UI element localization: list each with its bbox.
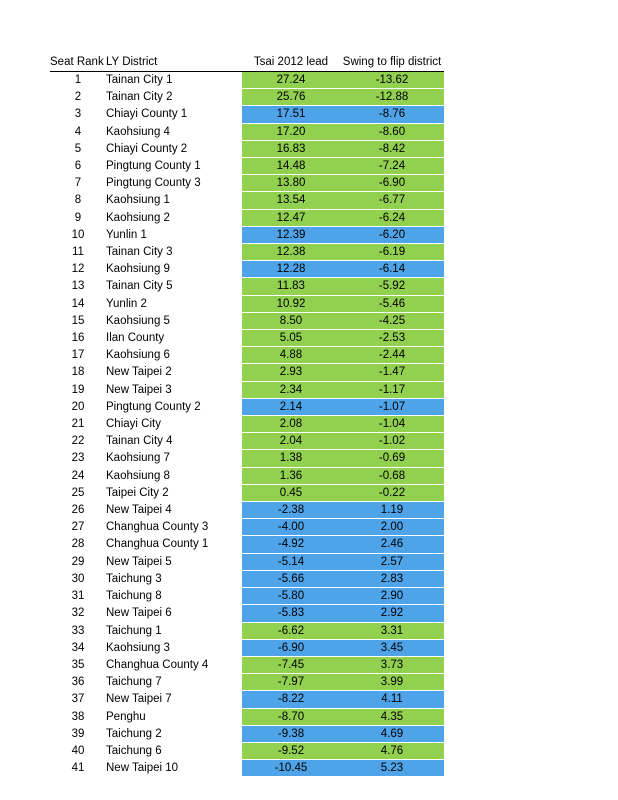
tsai-lead-cell: 12.47 [242, 209, 340, 226]
district-cell: Penghu [106, 710, 146, 723]
table-row [50, 570, 444, 587]
table-row [50, 553, 444, 570]
table-row [50, 209, 444, 226]
table-row [50, 691, 444, 708]
seat-rank-cell: 2 [74, 91, 82, 104]
swing-cell: -1.07 [340, 398, 444, 415]
table-row [50, 72, 444, 89]
tsai-lead-cell: 0.45 [242, 484, 340, 501]
table-row [50, 106, 444, 123]
tsai-lead-cell: 12.28 [242, 261, 340, 278]
table-row [50, 89, 444, 106]
tsai-lead-cell: -4.00 [242, 519, 340, 536]
tsai-lead-cell: -5.83 [242, 605, 340, 622]
table-row [50, 484, 444, 501]
swing-cell: 4.11 [340, 691, 444, 708]
swing-cell: 2.90 [340, 588, 444, 605]
tsai-lead-cell: 12.38 [242, 244, 340, 261]
seat-rank-cell: 9 [74, 211, 82, 224]
swing-cell: -1.17 [340, 381, 444, 398]
district-cell: Changhua County 1 [106, 538, 209, 551]
district-cell: Yunlin 2 [106, 297, 147, 310]
district-cell: Changhua County 3 [106, 521, 209, 534]
district-cell: New Taipei 6 [106, 607, 172, 620]
seat-rank-cell: 30 [71, 572, 85, 585]
seat-rank-cell: 21 [71, 418, 85, 431]
swing-cell: -2.44 [340, 347, 444, 364]
district-cell: New Taipei 4 [106, 504, 172, 517]
swing-cell: 2.92 [340, 605, 444, 622]
seat-rank-cell: 4 [74, 125, 82, 138]
tsai-lead-cell: -8.22 [242, 691, 340, 708]
swing-cell: -1.02 [340, 433, 444, 450]
seat-rank-cell: 23 [71, 452, 85, 465]
seat-rank-cell: 24 [71, 469, 85, 482]
tsai-lead-cell: 16.83 [242, 140, 340, 157]
swing-cell: 5.23 [340, 760, 444, 777]
seat-rank-cell: 22 [71, 435, 85, 448]
table-row [50, 295, 444, 312]
seat-rank-cell: 6 [74, 160, 82, 173]
table-row [50, 416, 444, 433]
table-row [50, 123, 444, 140]
tsai-lead-cell: 25.76 [242, 89, 340, 106]
seat-rank-cell: 33 [71, 624, 85, 637]
district-cell: Kaohsiung 8 [106, 469, 170, 482]
table-row [50, 450, 444, 467]
table-row [50, 347, 444, 364]
tsai-lead-cell: 2.14 [242, 398, 340, 415]
district-cell: New Taipei 7 [106, 693, 172, 706]
table-row [50, 364, 444, 381]
district-table [50, 54, 444, 777]
seat-rank-cell: 26 [71, 504, 85, 517]
district-cell: New Taipei 3 [106, 383, 172, 396]
swing-cell: 2.83 [340, 570, 444, 587]
seat-rank-cell: 7 [74, 177, 82, 190]
tsai-lead-cell: -5.80 [242, 588, 340, 605]
swing-cell: -5.46 [340, 295, 444, 312]
seat-rank-cell: 28 [71, 538, 85, 551]
table-row [50, 519, 444, 536]
swing-cell: 4.76 [340, 742, 444, 759]
swing-cell: -4.25 [340, 312, 444, 329]
seat-rank-cell: 18 [71, 366, 85, 379]
district-cell: Kaohsiung 6 [106, 349, 170, 362]
district-cell: Tainan City 3 [106, 246, 173, 259]
district-cell: Pingtung County 2 [106, 400, 201, 413]
header-ly-district: LY District [106, 54, 242, 72]
seat-rank-cell: 35 [71, 658, 85, 671]
district-cell: Kaohsiung 7 [106, 452, 170, 465]
swing-cell: -13.62 [340, 72, 444, 89]
tsai-lead-cell: -4.92 [242, 536, 340, 553]
district-cell: Taichung 7 [106, 676, 162, 689]
district-cell: Kaohsiung 1 [106, 194, 170, 207]
district-cell: Yunlin 1 [106, 228, 147, 241]
swing-cell: 2.00 [340, 519, 444, 536]
seat-rank-cell: 37 [71, 693, 85, 706]
district-cell: Tainan City 5 [106, 280, 173, 293]
swing-cell: -6.77 [340, 192, 444, 209]
tsai-lead-cell: 8.50 [242, 312, 340, 329]
table-row [50, 330, 444, 347]
district-cell: New Taipei 2 [106, 366, 172, 379]
district-cell: Kaohsiung 3 [106, 641, 170, 654]
seat-rank-cell: 13 [71, 280, 85, 293]
tsai-lead-cell: 14.48 [242, 158, 340, 175]
tsai-lead-cell: 2.34 [242, 381, 340, 398]
swing-cell: -0.22 [340, 484, 444, 501]
tsai-lead-cell: 1.38 [242, 450, 340, 467]
district-cell: Pingtung County 3 [106, 177, 201, 190]
district-cell: Kaohsiung 5 [106, 314, 170, 327]
table-row [50, 433, 444, 450]
table-row [50, 381, 444, 398]
tsai-lead-cell: 13.80 [242, 175, 340, 192]
table-row [50, 708, 444, 725]
district-cell: Chiayi County 1 [106, 108, 188, 121]
district-cell: New Taipei 10 [106, 762, 179, 775]
district-cell: Chiayi City [106, 418, 161, 431]
seat-rank-cell: 17 [71, 349, 85, 362]
seat-rank-cell: 32 [71, 607, 85, 620]
tsai-lead-cell: 11.83 [242, 278, 340, 295]
tsai-lead-cell: -9.38 [242, 725, 340, 742]
seat-rank-cell: 3 [74, 108, 82, 121]
seat-rank-cell: 25 [71, 486, 85, 499]
table-row [50, 502, 444, 519]
tsai-lead-cell: 1.36 [242, 467, 340, 484]
swing-cell: -6.24 [340, 209, 444, 226]
swing-cell: -6.19 [340, 244, 444, 261]
district-cell: Tainan City 4 [106, 435, 173, 448]
swing-cell: 3.31 [340, 622, 444, 639]
swing-cell: -6.90 [340, 175, 444, 192]
swing-cell: -7.24 [340, 158, 444, 175]
tsai-lead-cell: 13.54 [242, 192, 340, 209]
district-cell: Kaohsiung 4 [106, 125, 170, 138]
table-row [50, 605, 444, 622]
swing-cell: -8.42 [340, 140, 444, 157]
table-row [50, 398, 444, 415]
table-row [50, 467, 444, 484]
table-row [50, 622, 444, 639]
tsai-lead-cell: -7.45 [242, 656, 340, 673]
district-cell: Taichung 3 [106, 572, 162, 585]
swing-cell: 4.69 [340, 725, 444, 742]
seat-rank-cell: 15 [71, 314, 85, 327]
seat-rank-cell: 38 [71, 710, 85, 723]
header-tsai-lead: Tsai 2012 lead [242, 54, 340, 72]
swing-cell: -0.69 [340, 450, 444, 467]
tsai-lead-cell: 10.92 [242, 295, 340, 312]
swing-cell: -2.53 [340, 330, 444, 347]
tsai-lead-cell: 2.04 [242, 433, 340, 450]
district-cell: Taichung 8 [106, 590, 162, 603]
table-row [50, 278, 444, 295]
tsai-lead-cell: 12.39 [242, 226, 340, 243]
table-row [50, 175, 444, 192]
tsai-lead-cell: -6.62 [242, 622, 340, 639]
swing-cell: 3.99 [340, 674, 444, 691]
seat-rank-cell: 27 [71, 521, 85, 534]
tsai-lead-cell: -10.45 [242, 760, 340, 777]
seat-rank-cell: 1 [74, 74, 82, 87]
table-row [50, 725, 444, 742]
table-row [50, 639, 444, 656]
seat-rank-cell: 12 [71, 263, 85, 276]
seat-rank-cell: 29 [71, 555, 85, 568]
table-row [50, 226, 444, 243]
district-cell: Taichung 1 [106, 624, 162, 637]
swing-cell: -1.47 [340, 364, 444, 381]
swing-cell: 3.73 [340, 656, 444, 673]
seat-rank-cell: 36 [71, 676, 85, 689]
table-row [50, 588, 444, 605]
table-row [50, 192, 444, 209]
seat-rank-cell: 10 [71, 228, 85, 241]
tsai-lead-cell: -2.38 [242, 502, 340, 519]
district-cell: Chiayi County 2 [106, 142, 188, 155]
tsai-lead-cell: 17.51 [242, 106, 340, 123]
tsai-lead-cell: 17.20 [242, 123, 340, 140]
district-cell: Taichung 6 [106, 744, 162, 757]
seat-rank-cell: 41 [71, 762, 85, 775]
swing-cell: -8.60 [340, 123, 444, 140]
seat-rank-cell: 11 [72, 246, 84, 259]
swing-cell: 1.19 [340, 502, 444, 519]
swing-cell: -6.14 [340, 261, 444, 278]
tsai-lead-cell: -5.14 [242, 553, 340, 570]
tsai-lead-cell: -9.52 [242, 742, 340, 759]
header-swing: Swing to flip district [340, 54, 444, 72]
district-cell: Tainan City 2 [106, 91, 173, 104]
seat-rank-cell: 19 [71, 383, 85, 396]
district-cell: Pingtung County 1 [106, 160, 201, 173]
table-row [50, 140, 444, 157]
table-row [50, 674, 444, 691]
seat-rank-cell: 16 [71, 332, 85, 345]
district-cell: Ilan County [106, 332, 165, 345]
tsai-lead-cell: -5.66 [242, 570, 340, 587]
table-row [50, 244, 444, 261]
tsai-lead-cell: 2.93 [242, 364, 340, 381]
district-cell: Kaohsiung 2 [106, 211, 170, 224]
table-row [50, 536, 444, 553]
swing-cell: -0.68 [340, 467, 444, 484]
table-row [50, 158, 444, 175]
tsai-lead-cell: 5.05 [242, 330, 340, 347]
tsai-lead-cell: 27.24 [242, 72, 340, 89]
table-row [50, 760, 444, 777]
table-row [50, 312, 444, 329]
district-cell: Changhua County 4 [106, 658, 209, 671]
swing-cell: 2.46 [340, 536, 444, 553]
district-cell: Tainan City 1 [106, 74, 173, 87]
district-cell: Taichung 2 [106, 727, 162, 740]
seat-rank-cell: 31 [71, 590, 85, 603]
header-seat-rank: Seat Rank [50, 54, 106, 72]
seat-rank-cell: 20 [71, 400, 85, 413]
table-row [50, 742, 444, 759]
swing-cell: -6.20 [340, 226, 444, 243]
seat-rank-cell: 5 [74, 142, 82, 155]
seat-rank-cell: 14 [71, 297, 85, 310]
district-cell: New Taipei 5 [106, 555, 172, 568]
table-body [50, 72, 444, 777]
seat-rank-cell: 34 [71, 641, 85, 654]
seat-rank-cell: 40 [71, 744, 85, 757]
table-row [50, 261, 444, 278]
seat-rank-cell: 39 [71, 727, 85, 740]
swing-cell: -5.92 [340, 278, 444, 295]
district-cell: Taipei City 2 [106, 486, 169, 499]
swing-cell: -12.88 [340, 89, 444, 106]
tsai-lead-cell: -7.97 [242, 674, 340, 691]
tsai-lead-cell: 2.08 [242, 416, 340, 433]
district-cell: Kaohsiung 9 [106, 263, 170, 276]
swing-cell: 4.35 [340, 708, 444, 725]
header-row [50, 54, 444, 72]
seat-rank-cell: 8 [74, 194, 82, 207]
tsai-lead-cell: -8.70 [242, 708, 340, 725]
swing-cell: -1.04 [340, 416, 444, 433]
tsai-lead-cell: 4.88 [242, 347, 340, 364]
tsai-lead-cell: -6.90 [242, 639, 340, 656]
swing-cell: -8.76 [340, 106, 444, 123]
swing-cell: 2.57 [340, 553, 444, 570]
table-row [50, 656, 444, 673]
swing-cell: 3.45 [340, 639, 444, 656]
